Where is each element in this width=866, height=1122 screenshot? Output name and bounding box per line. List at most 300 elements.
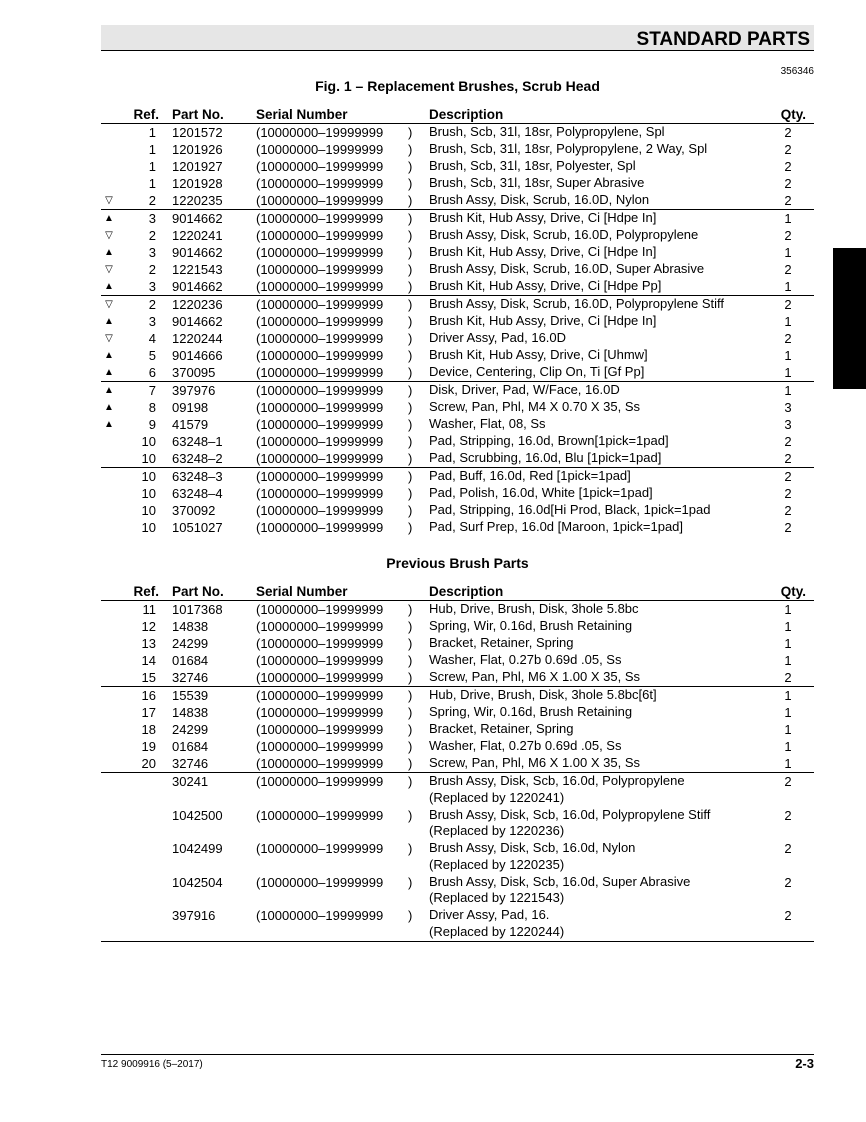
serial-close-paren: ) <box>408 417 413 432</box>
serial-number-cell: (10000000–19999999 <box>256 670 384 685</box>
ref-cell: 12 <box>141 619 156 634</box>
qty-cell: 2 <box>784 841 792 856</box>
part-number-cell: 1042499 <box>172 841 223 856</box>
description-cell <box>429 687 657 704</box>
description-text: Brush Assy, Disk, Scb, 16.0d, Polypropylene Stiff <box>429 806 711 822</box>
serial-number-cell: (10000000–19999999 <box>256 400 384 415</box>
table-row <box>101 347 814 364</box>
part-number-cell: 1220235 <box>172 193 223 208</box>
table-row <box>101 330 814 347</box>
ref-cell: 3 <box>148 314 156 329</box>
qty-cell: 2 <box>784 486 792 501</box>
part-column-header: Part No. <box>172 584 224 599</box>
qty-cell: 2 <box>784 331 792 346</box>
status-symbol-icon: ▲ <box>104 367 114 378</box>
description-text: Driver Assy, Pad, 16. <box>429 907 550 922</box>
part-number-cell: 1042500 <box>172 807 223 823</box>
serial-close-paren: ) <box>408 348 413 363</box>
footer-doc-number: T12 9009916 (5–2017) <box>101 1059 203 1070</box>
description-cell <box>429 124 665 141</box>
table-row <box>101 141 814 158</box>
description-cell <box>429 141 707 158</box>
part-number-cell: 32746 <box>172 670 209 685</box>
page-number: 2-3 <box>795 1056 814 1071</box>
serial-number-cell: (10000000–19999999 <box>256 469 384 484</box>
replaced-by-note: (Replaced by 1221543) <box>429 890 565 905</box>
table-header <box>101 106 814 124</box>
serial-number-cell: (10000000–19999999 <box>256 503 384 518</box>
description-text: Brush Assy, Disk, Scrub, 16.0D, Polypropylene Stiff <box>429 296 725 311</box>
ref-cell: 2 <box>148 297 156 312</box>
serial-number-cell: (10000000–19999999 <box>256 619 384 634</box>
part-number-cell: 30241 <box>172 774 209 789</box>
ref-cell: 6 <box>148 365 156 380</box>
table-row <box>101 618 814 635</box>
qty-cell: 2 <box>784 670 792 685</box>
serial-close-paren: ) <box>408 520 413 535</box>
table-header <box>101 583 814 601</box>
part-number-cell: 15539 <box>172 688 209 703</box>
qty-cell: 1 <box>784 314 792 329</box>
description-text: Brush Assy, Disk, Scrub, 16.0D, Nylon <box>429 192 650 207</box>
qty-cell: 1 <box>784 279 792 294</box>
qty-cell: 1 <box>784 383 792 398</box>
description-text: Washer, Flat, 0.27b 0.69d .05, Ss <box>429 652 622 667</box>
qty-cell: 3 <box>784 417 792 432</box>
table-row <box>101 635 814 652</box>
table-row <box>101 313 814 330</box>
serial-number-cell: (10000000–19999999 <box>256 365 384 380</box>
description-text: Driver Assy, Pad, 16.0D <box>429 330 567 345</box>
description-text: Pad, Scrubbing, 16.0d, Blu [1pick=1pad] <box>429 450 662 465</box>
ref-cell: 5 <box>148 348 156 363</box>
description-text: Pad, Stripping, 16.0d[Hi Prod, Black, 1pick=1pad <box>429 502 711 517</box>
description-text: Pad, Polish, 16.0d, White [1pick=1pad] <box>429 485 653 500</box>
description-text: Pad, Surf Prep, 16.0d [Maroon, 1pick=1pad] <box>429 519 684 534</box>
description-text: Brush Kit, Hub Assy, Drive, Ci [Hdpe Pp] <box>429 278 662 293</box>
description-text: Spring, Wir, 0.16d, Brush Retaining <box>429 618 633 633</box>
part-number-cell: 1051027 <box>172 520 223 535</box>
description-text: Pad, Stripping, 16.0d, Brown[1pick=1pad] <box>429 433 669 448</box>
description-cell <box>429 721 574 738</box>
serial-number-cell: (10000000–19999999 <box>256 245 384 260</box>
description-cell <box>429 669 640 686</box>
serial-number-cell: (10000000–19999999 <box>256 451 384 466</box>
serial-close-paren: ) <box>408 125 413 140</box>
ref-cell: 7 <box>148 383 156 398</box>
serial-column-header: Serial Number <box>256 584 348 599</box>
ref-cell: 10 <box>141 469 156 484</box>
ref-cell: 18 <box>141 722 156 737</box>
table-rows <box>101 124 814 536</box>
ref-cell: 3 <box>148 279 156 294</box>
description-text: Brush Kit, Hub Assy, Drive, Ci [Uhmw] <box>429 347 648 362</box>
description-cell <box>429 485 653 502</box>
serial-number-cell: (10000000–19999999 <box>256 520 384 535</box>
ref-column-header: Ref. <box>133 107 159 122</box>
table-rows <box>101 601 814 942</box>
description-cell <box>429 244 656 261</box>
section-tab-marker <box>833 248 866 389</box>
serial-number-cell: (10000000–19999999 <box>256 159 384 174</box>
table-row <box>101 124 814 141</box>
serial-number-cell: (10000000–19999999 <box>256 348 384 363</box>
status-symbol-icon: ▽ <box>105 195 113 206</box>
description-cell <box>429 227 698 244</box>
qty-cell: 2 <box>784 908 792 923</box>
table-row <box>101 601 814 618</box>
status-symbol-icon: ▲ <box>104 350 114 361</box>
ref-cell: 2 <box>148 228 156 243</box>
table-row <box>101 244 814 261</box>
serial-close-paren: ) <box>408 262 413 277</box>
serial-close-paren: ) <box>408 739 413 754</box>
description-text: Screw, Pan, Phl, M4 X 0.70 X 35, Ss <box>429 399 640 414</box>
description-cell <box>429 635 574 652</box>
description-cell <box>429 364 644 381</box>
serial-number-cell: (10000000–19999999 <box>256 486 384 501</box>
qty-cell: 2 <box>784 142 792 157</box>
serial-close-paren: ) <box>408 159 413 174</box>
replaced-by-note: (Replaced by 1220235) <box>429 856 565 872</box>
replaced-by-note: (Replaced by 1220236) <box>429 823 565 838</box>
qty-cell: 2 <box>784 807 792 823</box>
serial-close-paren: ) <box>408 331 413 346</box>
part-number-cell: 1220236 <box>172 297 223 312</box>
serial-close-paren: ) <box>408 211 413 226</box>
description-cell <box>429 907 564 940</box>
serial-number-cell: (10000000–19999999 <box>256 722 384 737</box>
serial-close-paren: ) <box>408 807 413 823</box>
serial-number-cell: (10000000–19999999 <box>256 705 384 720</box>
ref-cell: 14 <box>141 653 156 668</box>
ref-cell: 10 <box>141 434 156 449</box>
serial-close-paren: ) <box>408 722 413 737</box>
qty-cell: 1 <box>784 365 792 380</box>
qty-cell: 1 <box>784 348 792 363</box>
description-text: Brush Assy, Disk, Scrub, 16.0D, Polypropylene <box>429 227 699 242</box>
serial-number-cell: (10000000–19999999 <box>256 228 384 243</box>
description-text: Pad, Buff, 16.0d, Red [1pick=1pad] <box>429 468 631 483</box>
ref-cell: 1 <box>148 176 156 191</box>
description-cell <box>429 210 656 227</box>
description-text: Brush Assy, Disk, Scrub, 16.0D, Super Abrasive <box>429 261 705 276</box>
table-row <box>101 210 814 227</box>
ref-cell: 20 <box>141 756 156 771</box>
table-row <box>101 382 814 399</box>
section-title: Previous Brush Parts <box>386 555 529 571</box>
serial-close-paren: ) <box>408 314 413 329</box>
qty-cell: 2 <box>784 503 792 518</box>
table-row <box>101 468 814 485</box>
serial-number-cell: (10000000–19999999 <box>256 314 384 329</box>
table-row <box>101 738 814 755</box>
status-symbol-icon: ▽ <box>105 230 113 241</box>
description-cell <box>429 601 639 618</box>
qty-cell: 1 <box>784 636 792 651</box>
qty-cell: 1 <box>784 245 792 260</box>
description-cell <box>429 519 683 536</box>
ref-cell: 2 <box>148 193 156 208</box>
serial-close-paren: ) <box>408 434 413 449</box>
part-number-cell: 9014662 <box>172 245 223 260</box>
description-cell <box>429 502 710 519</box>
description-text: Brush Kit, Hub Assy, Drive, Ci [Hdpe In] <box>429 210 657 225</box>
description-column-header: Description <box>429 584 504 599</box>
status-symbol-icon: ▲ <box>104 281 114 292</box>
qty-cell: 2 <box>784 469 792 484</box>
serial-number-cell: (10000000–19999999 <box>256 602 384 617</box>
serial-number-cell: (10000000–19999999 <box>256 211 384 226</box>
status-symbol-icon: ▲ <box>104 402 114 413</box>
ref-cell: 11 <box>142 602 156 617</box>
part-number-cell: 63248–1 <box>172 434 223 449</box>
serial-close-paren: ) <box>408 142 413 157</box>
table-row <box>101 416 814 433</box>
serial-close-paren: ) <box>408 383 413 398</box>
table-row <box>101 485 814 502</box>
ref-cell: 1 <box>148 142 156 157</box>
serial-number-cell: (10000000–19999999 <box>256 756 384 771</box>
serial-number-cell: (10000000–19999999 <box>256 874 384 890</box>
serial-close-paren: ) <box>408 670 413 685</box>
description-cell <box>429 382 620 399</box>
qty-cell: 1 <box>784 756 792 771</box>
description-cell <box>429 450 661 467</box>
ref-cell: 3 <box>148 245 156 260</box>
serial-number-cell: (10000000–19999999 <box>256 636 384 651</box>
qty-cell: 2 <box>784 774 792 789</box>
serial-close-paren: ) <box>408 841 413 856</box>
qty-cell: 1 <box>784 705 792 720</box>
description-cell <box>429 416 546 433</box>
table-row <box>101 704 814 721</box>
description-text: Brush Assy, Disk, Scb, 16.0d, Nylon <box>429 840 636 855</box>
description-cell <box>429 192 649 209</box>
serial-close-paren: ) <box>408 908 413 923</box>
serial-number-cell: (10000000–19999999 <box>256 841 384 856</box>
description-cell <box>429 278 661 295</box>
ref-cell: 4 <box>148 331 156 346</box>
serial-number-cell: (10000000–19999999 <box>256 774 384 789</box>
description-text: Brush Assy, Disk, Scb, 16.0d, Super Abrasive <box>429 873 691 889</box>
serial-close-paren: ) <box>408 365 413 380</box>
part-number-cell: 1201572 <box>172 125 223 140</box>
table-row <box>101 364 814 382</box>
table-row <box>101 519 814 536</box>
footer-rule <box>101 1054 814 1055</box>
ref-column-header: Ref. <box>133 584 159 599</box>
serial-number-cell: (10000000–19999999 <box>256 297 384 312</box>
description-text: Brush, Scb, 31l, 18sr, Polypropylene, Spl <box>429 124 665 139</box>
part-number-cell: 14838 <box>172 619 209 634</box>
qty-cell: 1 <box>784 602 792 617</box>
part-number-cell: 01684 <box>172 653 209 668</box>
status-symbol-icon: ▲ <box>104 316 114 327</box>
table-row <box>101 874 814 908</box>
part-number-cell: 09198 <box>172 400 209 415</box>
part-number-cell: 1221543 <box>172 262 223 277</box>
table-row <box>101 755 814 773</box>
part-number-cell: 01684 <box>172 739 209 754</box>
description-cell <box>429 158 636 175</box>
description-text: Device, Centering, Clip On, Ti [Gf Pp] <box>429 364 645 379</box>
table-row <box>101 907 814 942</box>
serial-column-header: Serial Number <box>256 107 348 122</box>
description-text: Bracket, Retainer, Spring <box>429 721 574 736</box>
table-row <box>101 450 814 468</box>
part-number-cell: 63248–2 <box>172 451 223 466</box>
serial-close-paren: ) <box>408 469 413 484</box>
serial-number-cell: (10000000–19999999 <box>256 279 384 294</box>
ref-cell: 16 <box>141 688 156 703</box>
part-number-cell: 63248–3 <box>172 469 223 484</box>
serial-close-paren: ) <box>408 486 413 501</box>
description-text: Brush, Scb, 31l, 18sr, Polyester, Spl <box>429 158 636 173</box>
ref-cell: 2 <box>148 262 156 277</box>
description-cell <box>429 618 632 635</box>
qty-cell: 2 <box>784 451 792 466</box>
ref-cell: 3 <box>148 211 156 226</box>
qty-cell: 2 <box>784 520 792 535</box>
serial-number-cell: (10000000–19999999 <box>256 908 384 923</box>
description-text: Disk, Driver, Pad, W/Face, 16.0D <box>429 382 620 397</box>
part-number-cell: 9014662 <box>172 314 223 329</box>
table-row <box>101 433 814 450</box>
description-text: Brush Kit, Hub Assy, Drive, Ci [Hdpe In] <box>429 244 657 259</box>
description-cell <box>429 399 640 416</box>
serial-close-paren: ) <box>408 297 413 312</box>
serial-close-paren: ) <box>408 451 413 466</box>
status-symbol-icon: ▽ <box>105 299 113 310</box>
status-symbol-icon: ▲ <box>104 247 114 258</box>
status-symbol-icon: ▽ <box>105 264 113 275</box>
description-text: Brush Kit, Hub Assy, Drive, Ci [Hdpe In] <box>429 313 657 328</box>
description-cell <box>429 738 621 755</box>
serial-close-paren: ) <box>408 619 413 634</box>
status-symbol-icon: ▽ <box>105 333 113 344</box>
serial-number-cell: (10000000–19999999 <box>256 383 384 398</box>
ref-cell: 10 <box>141 503 156 518</box>
serial-close-paren: ) <box>408 193 413 208</box>
table-row <box>101 652 814 669</box>
description-text: Hub, Drive, Brush, Disk, 3hole 5.8bc <box>429 601 639 616</box>
description-column-header: Description <box>429 107 504 122</box>
description-cell <box>429 313 656 330</box>
ref-cell: 1 <box>148 125 156 140</box>
page-title: STANDARD PARTS <box>636 29 810 50</box>
serial-close-paren: ) <box>408 228 413 243</box>
serial-number-cell: (10000000–19999999 <box>256 193 384 208</box>
description-cell <box>429 433 669 450</box>
description-text: Screw, Pan, Phl, M6 X 1.00 X 35, Ss <box>429 669 640 684</box>
description-cell <box>429 773 685 806</box>
qty-cell: 1 <box>784 739 792 754</box>
part-number-cell: 1017368 <box>172 602 223 617</box>
serial-number-cell: (10000000–19999999 <box>256 176 384 191</box>
serial-number-cell: (10000000–19999999 <box>256 262 384 277</box>
table-row <box>101 773 814 807</box>
serial-close-paren: ) <box>408 503 413 518</box>
description-cell <box>429 468 631 485</box>
replaced-by-note: (Replaced by 1220241) <box>429 789 565 805</box>
figure-title: Fig. 1 – Replacement Brushes, Scrub Head <box>315 78 600 94</box>
header-bar <box>101 25 814 51</box>
description-cell <box>429 261 704 278</box>
part-number-cell: 32746 <box>172 756 209 771</box>
qty-cell: 2 <box>784 297 792 312</box>
part-number-cell: 14838 <box>172 705 209 720</box>
qty-cell: 1 <box>784 211 792 226</box>
serial-number-cell: (10000000–19999999 <box>256 739 384 754</box>
serial-number-cell: (10000000–19999999 <box>256 331 384 346</box>
ref-cell: 19 <box>141 739 156 754</box>
table-row <box>101 192 814 210</box>
serial-number-cell: (10000000–19999999 <box>256 653 384 668</box>
qty-cell: 2 <box>784 159 792 174</box>
serial-number-cell: (10000000–19999999 <box>256 807 384 823</box>
ref-cell: 1 <box>148 159 156 174</box>
description-cell <box>429 874 690 907</box>
serial-close-paren: ) <box>408 653 413 668</box>
qty-cell: 2 <box>784 434 792 449</box>
part-number-cell: 1220241 <box>172 228 223 243</box>
part-number-cell: 9014666 <box>172 348 223 363</box>
part-number-cell: 1201928 <box>172 176 223 191</box>
qty-cell: 3 <box>784 400 792 415</box>
previous-brush-parts-table <box>101 583 814 942</box>
description-cell <box>429 347 648 364</box>
document-code: 356346 <box>780 66 814 77</box>
qty-cell: 2 <box>784 228 792 243</box>
replaced-by-note: (Replaced by 1220244) <box>429 923 565 939</box>
ref-cell: 13 <box>141 636 156 651</box>
description-cell <box>429 330 566 347</box>
part-number-cell: 1201927 <box>172 159 223 174</box>
part-number-cell: 397916 <box>172 908 216 923</box>
part-number-cell: 24299 <box>172 636 209 651</box>
part-number-cell: 9014662 <box>172 279 223 294</box>
part-column-header: Part No. <box>172 107 224 122</box>
table-row <box>101 840 814 874</box>
serial-close-paren: ) <box>408 636 413 651</box>
description-text: Bracket, Retainer, Spring <box>429 635 574 650</box>
qty-cell: 2 <box>784 262 792 277</box>
part-number-cell: 9014662 <box>172 211 223 226</box>
serial-close-paren: ) <box>408 774 413 789</box>
description-cell <box>429 840 635 873</box>
description-cell <box>429 807 710 840</box>
serial-number-cell: (10000000–19999999 <box>256 125 384 140</box>
qty-cell: 2 <box>784 874 792 890</box>
qty-cell: 1 <box>784 619 792 634</box>
serial-number-cell: (10000000–19999999 <box>256 142 384 157</box>
description-text: Washer, Flat, 0.27b 0.69d .05, Ss <box>429 738 622 753</box>
ref-cell: 10 <box>141 486 156 501</box>
description-text: Screw, Pan, Phl, M6 X 1.00 X 35, Ss <box>429 755 640 770</box>
qty-cell: 2 <box>784 193 792 208</box>
description-cell <box>429 704 632 721</box>
table-row <box>101 158 814 175</box>
description-text: Hub, Drive, Brush, Disk, 3hole 5.8bc[6t] <box>429 687 657 702</box>
serial-close-paren: ) <box>408 705 413 720</box>
table-row <box>101 261 814 278</box>
serial-number-cell: (10000000–19999999 <box>256 688 384 703</box>
serial-number-cell: (10000000–19999999 <box>256 417 384 432</box>
ref-cell: 10 <box>141 451 156 466</box>
serial-number-cell: (10000000–19999999 <box>256 434 384 449</box>
qty-column-header: Qty. <box>780 584 806 599</box>
